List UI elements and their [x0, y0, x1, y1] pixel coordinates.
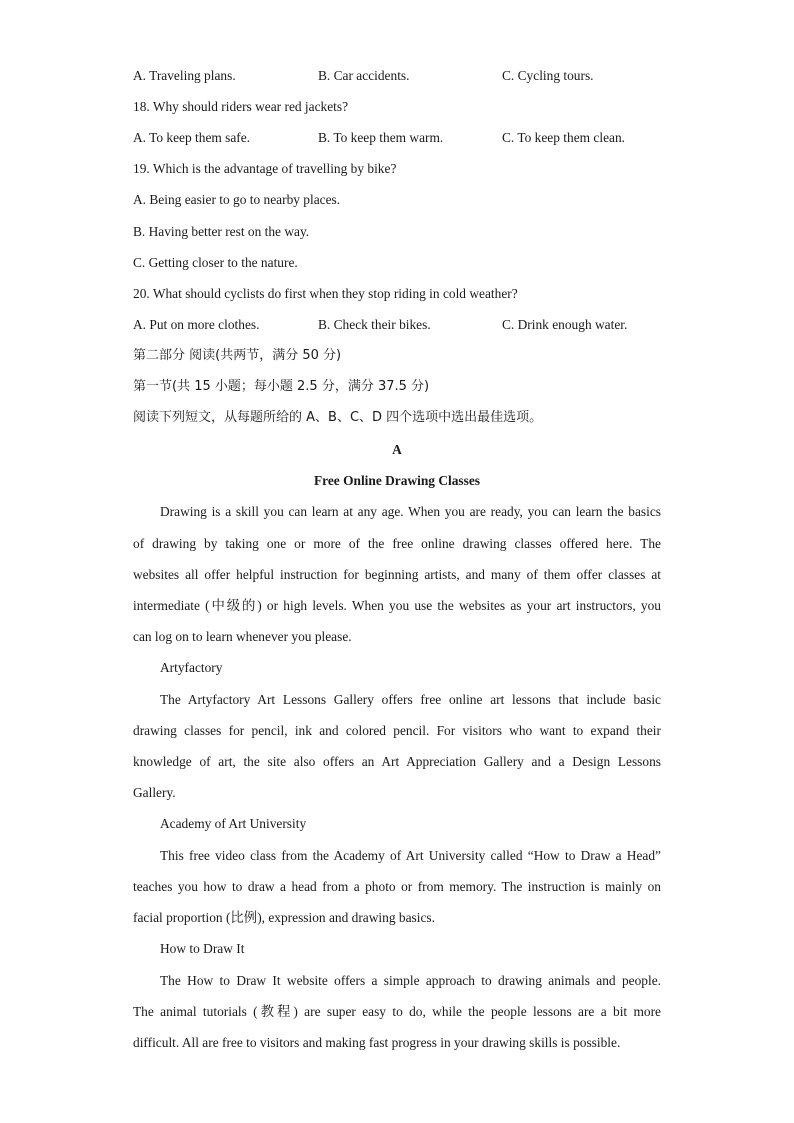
artyfactory-line: drawing classes for pencil, ink and colored pencil. For visitors who want to expand their	[133, 723, 661, 738]
q19-question: 19. Which is the advantage of travelling by bike?	[133, 161, 397, 176]
q19-option-b: B. Having better rest on the way.	[133, 224, 310, 239]
academy-line: This free video class from the Academy of Art University called “How to Draw a Head”	[160, 848, 661, 863]
intro-line: websites all offer helpful instruction for beginning artists, and many of them offer classes at	[133, 567, 661, 582]
reading-instruction: 阅读下列短文，从每题所给的 A、B、C、D 四个选项中选出最佳选项。	[133, 410, 543, 425]
q18-option-a: A. To keep them safe.	[133, 130, 251, 145]
artyfactory-line: knowledge of art, the site also offers an Art Appreciation Gallery and a Design Lessons	[133, 754, 661, 769]
passage-letter: A	[392, 442, 402, 457]
q18-option-c: C. To keep them clean.	[502, 130, 626, 145]
q20-option-a: A. Put on more clothes.	[133, 317, 260, 332]
intro-line: can log on to learn whenever you please.	[133, 629, 352, 644]
artyfactory-line: Gallery.	[133, 785, 176, 800]
intro-line: Drawing is a skill you can learn at any age. When you are ready, you can learn the basics	[160, 504, 661, 519]
q17-option-a: A. Traveling plans.	[133, 68, 236, 83]
howto-line: difficult. All are free to visitors and making fast progress in your drawing skills is possible.	[133, 1035, 621, 1050]
q18-question: 18. Why should riders wear red jackets?	[133, 99, 349, 114]
q20-option-b: B. Check their bikes.	[318, 317, 431, 332]
section1-heading: 第一节(共 15 小题；每小题 2.5 分，满分 37.5 分)	[133, 379, 430, 394]
academy-heading: Academy of Art University	[160, 816, 307, 831]
passage-title: Free Online Drawing Classes	[313, 473, 480, 488]
q20-question: 20. What should cyclists do first when they stop riding in cold weather?	[133, 286, 518, 301]
q17-option-b: B. Car accidents.	[318, 68, 410, 83]
howto-heading: How to Draw It	[160, 941, 245, 956]
q18-option-b: B. To keep them warm.	[318, 130, 444, 145]
q19-option-c: C. Getting closer to the nature.	[133, 255, 298, 270]
q20-option-c: C. Drink enough water.	[502, 317, 628, 332]
howto-line: The animal tutorials (教程) are super easy to do, while the people lessons are a bit more	[133, 1004, 661, 1019]
q17-option-c: C. Cycling tours.	[502, 68, 594, 83]
academy-line: facial proportion (比例), expression and drawing basics.	[133, 910, 435, 925]
howto-line: The How to Draw It website offers a simple approach to drawing animals and people.	[160, 973, 661, 988]
q19-option-a: A. Being easier to go to nearby places.	[133, 192, 341, 207]
artyfactory-heading: Artyfactory	[160, 660, 223, 675]
intro-line: of drawing by taking one or more of the free online drawing classes offered here. The	[133, 536, 661, 551]
academy-line: teaches you how to draw a head from a photo or from memory. The instruction is mainly on	[133, 879, 661, 894]
intro-line: intermediate (中级的) or high levels. When you use the websites as your art instructors, you	[133, 598, 661, 613]
artyfactory-line: The Artyfactory Art Lessons Gallery offers free online art lessons that include basic	[160, 692, 661, 707]
part2-heading: 第二部分 阅读(共两节，满分 50 分)	[133, 348, 342, 363]
